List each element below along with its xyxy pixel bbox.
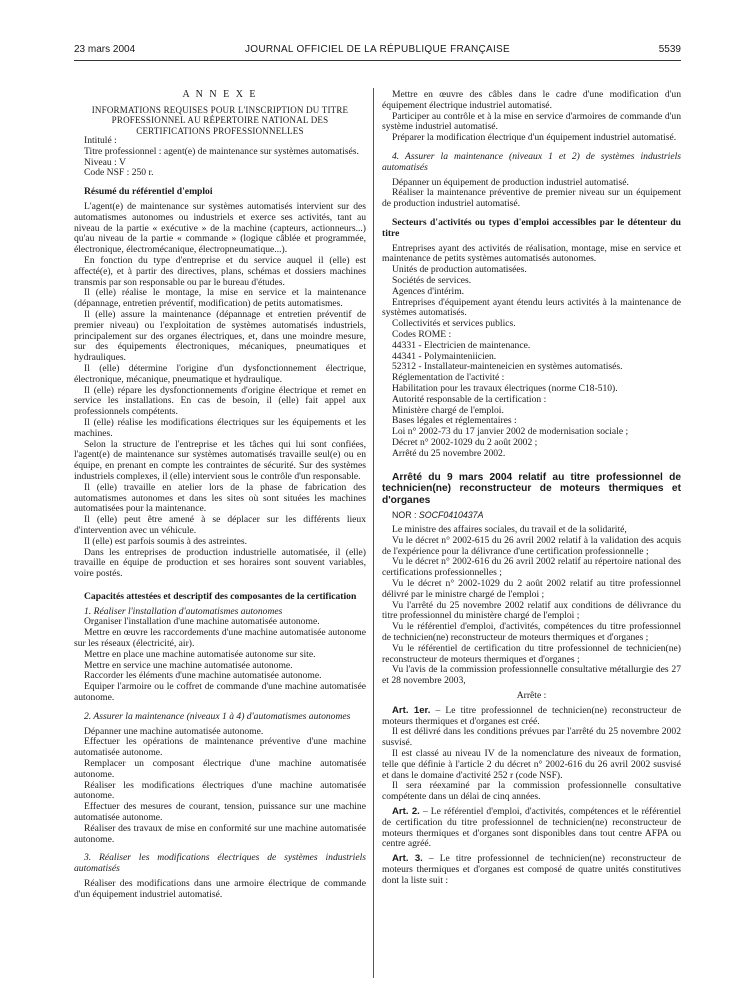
header-rule — [74, 60, 681, 61]
article-3 — [382, 854, 681, 886]
nor-reference — [382, 510, 681, 521]
resume-paragraphs — [74, 202, 366, 580]
article-1-text: – Le titre professionnel de technicien(ne) reconstructeur de moteurs thermiques et d'organes est créé. — [382, 704, 681, 727]
list-item: Effectuer des mesures de courant, tension, puissance sur une machine automatisée autonome. — [74, 801, 366, 824]
list-item: Remplacer un composant électrique d'une machine automatisée autonome. — [74, 758, 366, 780]
article-paragraph: Il sera réexaminé par la commission professionnelle consultative compétente dans un délai de cinq années. — [382, 780, 681, 803]
list-item: Unités de production automatisées. — [392, 264, 527, 276]
list-item: Effectuer les opérations de maintenance préventive d'une machine automatisée autonome. — [74, 736, 366, 759]
list-item: Equiper l'armoire ou le coffret de commande d'une machine automatisée autonome. — [74, 681, 366, 704]
list-item: Préparer la modification électrique d'un équipement industriel automatisé. — [392, 132, 677, 144]
section-4-title: 4. Assurer la maintenance (niveaux 1 et 2) de systèmes industriels automatisés — [382, 150, 681, 173]
list-item: Collectivités et services publics. — [392, 318, 516, 330]
codes-rome-label: Codes ROME : — [392, 328, 452, 340]
list-item: Dépanner une machine automatisée autonome. — [84, 725, 264, 737]
titre-professionnel: Titre professionnel : agent(e) de maintenance sur systèmes automatisés. — [84, 145, 359, 157]
list-item: Organiser l'installation d'une machine automatisée autonome. — [84, 616, 320, 628]
list-item: Réaliser des modifications dans une armoire électrique de commande d'un équipement industriel automatisé. — [74, 878, 366, 900]
list-item: 52312 - Installateur-mainteneicien en systèmes automatisés. — [392, 361, 623, 373]
article-3-label: Art. 3. — [392, 853, 423, 865]
resume-paragraph: Il (elle) travaille en atelier lors de la phase de fabrication des automatismes autonomes et dans les sites où sont situées les machines automatisées pour la maintenance. — [74, 481, 366, 515]
page-header — [74, 44, 681, 60]
header-date: 23 mars 2004 — [74, 44, 136, 55]
resume-title: Résumé du référentiel d'emploi — [84, 186, 213, 198]
section-3-title: 3. Réaliser les modifications électriques de systèmes industriels automatisés — [74, 852, 366, 875]
ministere: Ministère chargé de l'emploi. — [392, 404, 504, 416]
resume-paragraph: Dans les entreprises de production industrielle automatisée, il (elle) travaille en équipe de production et ses horaires sont souvent variables, voire postés. — [74, 546, 366, 580]
list-item: Mettre en œuvre les raccordements d'une machine automatisée autonome sur les réseaux (électricité, air). — [74, 627, 366, 650]
intitule-label: Intitulé : — [84, 135, 117, 147]
list-item: Dépanner un équipement de production industriel automatisé. — [392, 176, 629, 188]
article-2 — [382, 807, 681, 850]
autorite-label: Autorité responsable de la certification : — [392, 393, 547, 405]
resume-paragraph: En fonction du type d'entreprise et du service auquel il (elle) est affecté(e), et à partir des directives, plans, schémas et dossiers machines transmis par son responsable ou par le bureau d'études. — [74, 254, 366, 288]
section-2-title: 2. Assurer la maintenance (niveaux 1 à 4) d'automatismes autonomes — [84, 710, 351, 722]
vu-item: Vu l'avis de la commission professionnelle consultative métallurgie des 27 et 28 novembre 2003, — [382, 664, 681, 687]
list-item: Mettre en service une machine automatisée autonome. — [84, 659, 293, 671]
vu-item: Vu le décret n° 2002-1029 du 2 août 2002 relatif au titre professionnel délivré par le ministre chargé de l'emploi ; — [382, 578, 681, 600]
article-1 — [382, 706, 681, 728]
article-paragraph: Il est délivré dans les conditions prévues par l'arrêté du 25 novembre 2002 susvisé. — [382, 726, 681, 749]
vu-item: Vu le référentiel de certification du titre professionnel de technicien(ne) reconstructeur de moteurs thermiques et d'organes ; — [382, 642, 681, 665]
resume-paragraph: L'agent(e) de maintenance sur systèmes automatisés intervient sur des automatismes autonomes ou industriels et exerce ses activités, tant au niveau de la partie « exécutive » de la machine (capteurs, actionneurs...) qu'au niveau de la partie « commande » (logique câblée et programmée, électronique, électromécanique, électropneumatique...). — [74, 201, 366, 256]
article-1-label: Art. 1er. — [392, 704, 431, 716]
list-item: Réaliser les modifications électriques d'une machine automatisée autonome. — [74, 779, 366, 802]
list-item: 44341 - Polymainteniicien. — [392, 350, 497, 362]
resume-paragraph: Il (elle) assure la maintenance (dépannage et entretien préventif de premier niveau) ou l'exploitation de systèmes automatisés industriels, principalement sur des organes électriques, et, dans une moindre mesure, sur des équipements électroniques, mécaniques, pneumatiques et hydrauliques. — [74, 308, 366, 364]
niveau: Niveau : V — [84, 156, 126, 168]
section-1-title: 1. Réaliser l'installation d'automatismes autonomes — [84, 605, 283, 617]
vu-item: Vu le référentiel d'emploi, d'activités, compétences du titre professionnel de technicien(ne) reconstructeur de moteurs thermiques et d'organes ; — [382, 621, 681, 644]
list-item: Sociétés de services. — [392, 274, 472, 286]
arrete-title: Arrêté du 9 mars 2004 relatif au titre professionnel de technicien(ne) reconstructeur de moteurs thermiques et d'organes — [382, 471, 681, 506]
list-item: Entreprises d'équipement ayant étendu leurs activités à la maintenance de systèmes automatisés. — [382, 296, 681, 319]
resume-paragraph: Il (elle) répare les dysfonctionnements d'origine électrique et remet en service les installations. En cas de besoin, il (elle) fait appel aux professionnels compétents. — [74, 384, 366, 418]
vu-item: Vu l'arrêté du 25 novembre 2002 relatif aux conditions de délivrance du titre professionnel du ministère chargé de l'emploi ; — [382, 599, 681, 622]
habilitation: Habilitation pour les travaux électriques (norme C18-510). — [392, 382, 618, 394]
list-item: Réaliser la maintenance préventive de premier niveau sur un équipement de production industriel automatisé. — [382, 187, 681, 210]
resume-paragraph: Selon la structure de l'entreprise et les tâches qui lui sont confiées, l'agent(e) de maintenance sur systèmes automatisés travaille seul(e) ou en équipe, en prenant en compte les contraintes de sécurité. Sur des systèmes industriels complexes, il (elle) intervient sous le contrôle d'un responsable. — [74, 438, 366, 482]
arrete-label: Arrête : — [516, 690, 547, 702]
list-item: Participer au contrôle et à la mise en service d'armoires de commande d'un système industriel automatisé. — [382, 110, 681, 133]
list-item: Décret n° 2002-1029 du 2 août 2002 ; — [392, 436, 538, 448]
list-item: Raccorder les éléments d'une machine automatisée autonome. — [84, 670, 322, 682]
nor-code: SOCF0410437A — [418, 510, 484, 521]
list-item: Agences d'intérim. — [392, 285, 465, 297]
secteurs-title: Secteurs d'activités ou types d'emploi accessibles par le détenteur du titre — [382, 216, 681, 239]
article-2-text: – Le référentiel d'emploi, d'activités, compétences et le référentiel de certification du titre professionnel de technicien(ne) reconstructeur de moteurs thermiques et d'organes sont disponibles dans tout centre AFPA ou centre agréé. — [382, 806, 681, 850]
article-3-text: – Le titre professionnel de technicien(ne) reconstructeur de moteurs thermiques et d'organes est composé de quatre unités constitutives dont la liste suit : — [382, 853, 681, 886]
list-item: Entreprises ayant des activités de réalisation, montage, mise en service et maintenance de petits systèmes automatisés autonomes. — [382, 242, 681, 265]
code-nsf: Code NSF : 250 r. — [84, 167, 154, 179]
annexe-heading: INFORMATIONS REQUISES POUR L'INSCRIPTION DU TITRE PROFESSIONNEL AU RÉPERTOIRE NATIONAL DES CERTIFICATIONS PROFESSIONNELLES — [91, 104, 349, 136]
resume-paragraph: Il (elle) est parfois soumis à des astreintes. — [84, 535, 248, 547]
list-item: Loi n° 2002-73 du 17 janvier 2002 de modernisation sociale ; — [392, 426, 629, 438]
nor-label: NOR : — [392, 510, 417, 521]
reglementation-label: Réglementation de l'activité : — [392, 372, 505, 384]
list-item: 44331 - Electricien de maintenance. — [392, 339, 531, 351]
annexe-title: A N N E X E — [182, 89, 258, 100]
capacites-title: Capacités attestées et descriptif des composantes de la certification — [84, 590, 357, 602]
article-2-label: Art. 2. — [392, 806, 420, 817]
list-item: Réaliser des travaux de mise en conformité sur une machine automatisée autonome. — [74, 822, 366, 845]
column-divider — [373, 88, 374, 978]
resume-paragraph: Il (elle) réalise le montage, la mise en service et la maintenance (dépannage, entretien préventif, modification) de petits automatismes. — [74, 287, 366, 310]
journal-title: JOURNAL OFFICIEL DE LA RÉPUBLIQUE FRANÇAISE — [245, 44, 510, 55]
vu-item: Vu le décret n° 2002-615 du 26 avril 2002 relatif à la validation des acquis de l'expérience pour la délivrance d'une certification professionnelle ; — [382, 534, 681, 557]
list-item: Mettre en œuvre des câbles dans le cadre d'une modification d'un équipement électrique industriel automatisé. — [382, 89, 681, 111]
list-item: Mettre en place une machine automatisée autonome sur site. — [84, 648, 316, 660]
right-column — [382, 90, 681, 887]
arrete-intro: Le ministre des affaires sociales, du travail et de la solidarité, — [392, 524, 627, 536]
list-item: Arrêté du 25 novembre 2002. — [392, 447, 506, 459]
page-number: 5539 — [658, 44, 681, 55]
resume-paragraph: Il (elle) réalise les modifications électriques sur les équipements et les machines. — [74, 416, 366, 439]
resume-paragraph: Il (elle) détermine l'origine d'un dysfonctionnement électrique, électronique, mécanique, pneumatique et hydraulique. — [74, 362, 366, 385]
left-column — [74, 90, 366, 901]
vu-item: Vu le décret n° 2002-616 du 26 avril 2002 relatif au répertoire national des certifications professionnelles ; — [382, 556, 681, 579]
bases-label: Bases légales et réglementaires : — [392, 415, 517, 427]
article-paragraph: Il est classé au niveau IV de la nomenclature des niveaux de formation, telle que définie à l'article 2 du décret n° 2002-616 du 26 avril 2002 susvisé et dans le domaine d'activité 252 r (code NSF). — [382, 748, 681, 781]
resume-paragraph: Il (elle) peut être amené à se déplacer sur les différents lieux d'intervention avec un véhicule. — [74, 514, 366, 536]
